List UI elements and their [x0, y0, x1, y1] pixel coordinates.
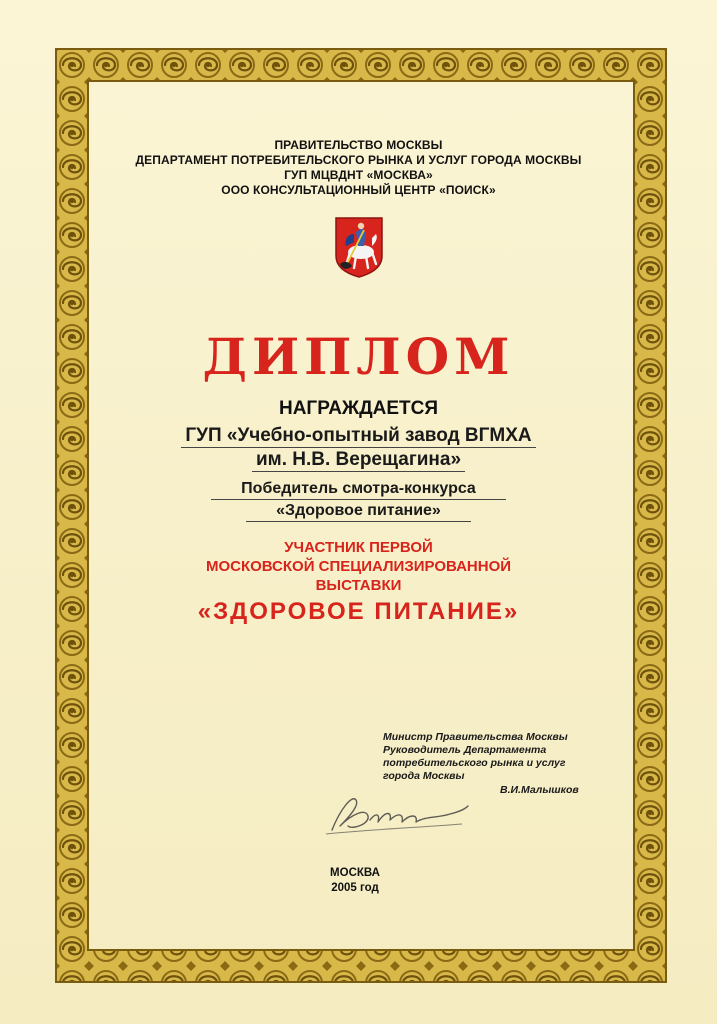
- awarded-label: НАГРАЖДАЕТСЯ: [278, 398, 439, 419]
- year: 2005 год: [331, 882, 379, 894]
- issuer-line: ООО КОНСУЛЬТАЦИОННЫЙ ЦЕНТР «ПОИСК»: [221, 183, 496, 197]
- participant-line: ВЫСТАВКИ: [315, 577, 402, 594]
- signatory-line: города Москвы: [383, 770, 465, 782]
- moscow-coat-of-arms-icon: [334, 216, 384, 278]
- participant-line: УЧАСТНИК ПЕРВОЙ: [284, 539, 433, 556]
- issuer-line: ГУП МЦВДНТ «МОСКВА»: [284, 168, 433, 182]
- signatory-name: В.И.Малышков: [500, 784, 579, 796]
- signatory-line: потребительского рынка и услуг: [383, 757, 566, 769]
- winner-line: Победитель смотра-конкурса: [211, 478, 506, 500]
- handwritten-signature: [322, 790, 472, 838]
- place-and-year: [300, 866, 410, 896]
- signatory-line: Руководитель Департамента: [383, 744, 547, 756]
- participant-text: [110, 538, 607, 595]
- signatory-line: Министр Правительства Москвы: [383, 731, 568, 743]
- recipient-line: им. Н.В. Верещагина»: [252, 448, 465, 472]
- signatory-position: [383, 731, 603, 783]
- issuer-line: ПРАВИТЕЛЬСТВО МОСКВЫ: [274, 138, 443, 152]
- issuer-line: ДЕПАРТАМЕНТ ПОТРЕБИТЕЛЬСКОГО РЫНКА И УСЛУГ ГОРОДА МОСКВЫ: [135, 153, 582, 167]
- diploma-title: ДИПЛОМ: [202, 327, 515, 386]
- recipient-name: [110, 424, 607, 472]
- participant-line: МОСКОВСКОЙ СПЕЦИАЛИЗИРОВАННОЙ: [205, 558, 512, 575]
- exhibition-name: «ЗДОРОВОЕ ПИТАНИЕ»: [197, 598, 520, 625]
- winner-line: «Здоровое питание»: [246, 500, 471, 522]
- place-city: МОСКВА: [330, 867, 380, 879]
- diploma-content: [110, 138, 607, 625]
- winner-title: [110, 478, 607, 522]
- recipient-line: ГУП «Учебно-опытный завод ВГМХА: [181, 424, 535, 448]
